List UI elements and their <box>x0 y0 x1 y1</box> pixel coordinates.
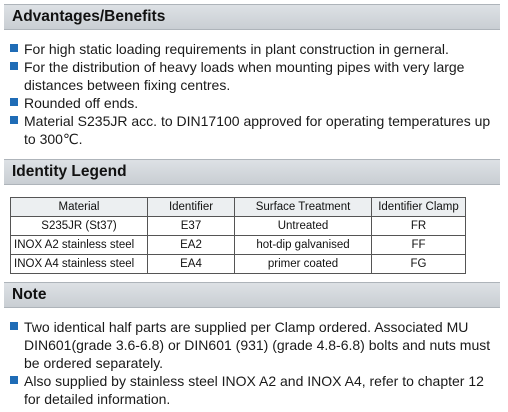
advantages-header-bar <box>4 4 500 30</box>
note-item: Also supplied by stainless steel INOX A2 and INOX A4, refer to chapter 12 for detailed information. <box>10 372 502 408</box>
advantages-item: Material S235JR acc. to DIN17100 approved for operating temperatures up to 300℃. <box>10 112 502 148</box>
identity-legend-table <box>10 197 466 274</box>
column-header-surface-treatment: Surface Treatment <box>235 198 372 217</box>
column-header-material: Material <box>11 198 148 217</box>
surface-treatment-cell: Untreated <box>235 217 372 236</box>
square-bullet-icon <box>10 62 18 70</box>
square-bullet-icon <box>10 116 18 124</box>
table-row <box>11 236 466 255</box>
advantages-item: For high static loading requirements in plant construction in gerneral. <box>10 40 502 58</box>
square-bullet-icon <box>10 98 18 106</box>
advantages-heading: Advantages/Benefits <box>12 8 166 25</box>
material-cell: INOX A4 stainless steel <box>11 255 148 274</box>
column-header-identifier-clamp: Identifier Clamp <box>372 198 466 217</box>
surface-treatment-cell: hot-dip galvanised <box>235 236 372 255</box>
surface-treatment-cell: primer coated <box>235 255 372 274</box>
identifier-cell: EA4 <box>148 255 235 274</box>
table-row <box>11 255 466 274</box>
material-cell: INOX A2 stainless steel <box>11 236 148 255</box>
note-heading: Note <box>12 286 47 303</box>
advantages-list <box>10 40 502 148</box>
advantages-item: Rounded off ends. <box>10 94 502 112</box>
advantages-item: For the distribution of heavy loads when mounting pipes with very large distances between fixing centres. <box>10 58 502 94</box>
column-header-identifier: Identifier <box>148 198 235 217</box>
identifier-clamp-cell: FR <box>372 217 466 236</box>
square-bullet-icon <box>10 44 18 52</box>
identifier-clamp-cell: FG <box>372 255 466 274</box>
note-item: Two identical half parts are supplied per Clamp ordered. Associated MU DIN601(grade 3.6-6.8) or DIN601 (931) (grade 4.8-6.8) bolts and nuts must be ordered separately. <box>10 318 502 372</box>
identifier-clamp-cell: FF <box>372 236 466 255</box>
identifier-cell: E37 <box>148 217 235 236</box>
identity-heading: Identity Legend <box>12 163 127 180</box>
table-header-row <box>11 198 466 217</box>
material-cell: S235JR (St37) <box>11 217 148 236</box>
square-bullet-icon <box>10 322 18 330</box>
note-header-bar <box>4 282 500 308</box>
identity-header-bar <box>4 159 500 185</box>
square-bullet-icon <box>10 376 18 384</box>
note-list <box>10 318 502 408</box>
identifier-cell: EA2 <box>148 236 235 255</box>
table-row <box>11 217 466 236</box>
